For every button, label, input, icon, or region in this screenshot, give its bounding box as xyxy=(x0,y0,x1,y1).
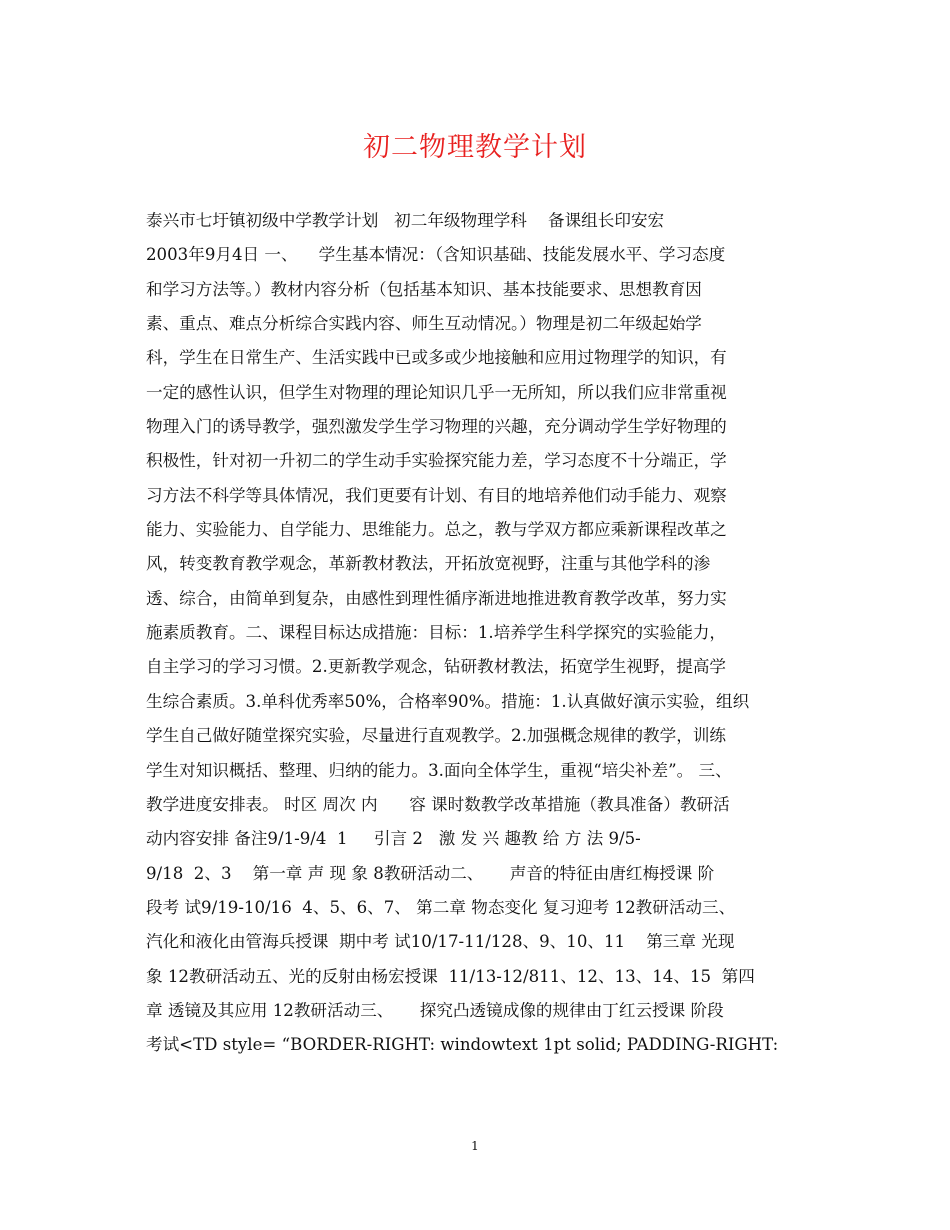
body-line: 考试<TD style= “BORDER-RIGHT: windowtext 1pt solid; PADDING-RIGHT: xyxy=(146,1035,779,1055)
body-line: 施素质教育。二、课程目标达成措施：目标：1.培养学生科学探究的实验能力， xyxy=(146,623,727,643)
body-line: 2003年9月4日 一、 学生基本情况：（含知识基础、技能发展水平、学习态度 xyxy=(146,245,726,265)
body-line: 象 12教研活动五、光的反射由杨宏授课 11/13-12/811、12、13、14、15 第四 xyxy=(146,966,755,986)
body-line: 生综合素质。3.单科优秀率50%，合格率90%。措施：1.认真做好演示实验，组织 xyxy=(146,691,750,711)
body-line: 9/18 2、3 第一章 声 现 象 8教研活动二、 声音的特征由唐红梅授课 阶 xyxy=(146,863,715,883)
body-line: 学生对知识概括、整理、归纳的能力。3.面向全体学生，重视“培尖补差”。 三、 xyxy=(146,760,732,780)
body-line: 章 透镜及其应用 12教研活动三、 探究凸透镜成像的规律由丁红云授课 阶段 xyxy=(146,1000,724,1020)
body-line: 段考 试9/19-10/16 4、5、6、7、 第二章 物态变化 复习迎考 12教研活动三、 xyxy=(146,897,736,917)
body-line: 风，转变教育教学观念，革新教材教法，开拓放宽视野，注重与其他学科的渗 xyxy=(146,554,711,574)
body-line: 素、重点、难点分析综合实践内容、师生互动情况。）物理是初二年级起始学 xyxy=(146,314,702,334)
body-line: 透、综合，由简单到复杂，由感性到理性循序渐进地推进教育教学改革，努力实 xyxy=(146,588,727,608)
body-line: 能力、实验能力、自学能力、思维能力。总之，教与学双方都应乘新课程改革之 xyxy=(146,520,727,540)
body-line: 教学进度安排表。 时区 周次 内 容 课时数教学改革措施（教具准备）教研活 xyxy=(146,794,730,814)
body-line: 科，学生在日常生产、生活实践中已或多或少地接触和应用过物理学的知识，有 xyxy=(146,348,727,368)
document-body xyxy=(146,204,826,1063)
document-title: 初二物理教学计划 xyxy=(363,132,587,163)
body-line: 动内容安排 备注9/1-9/4 1 引言 2 激 发 兴 趣教 给 方 法 9/5- xyxy=(146,829,641,849)
body-line: 习方法不科学等具体情况，我们更要有计划、有目的地培养他们动手能力、观察 xyxy=(146,485,727,505)
body-line: 一定的感性认识，但学生对物理的理论知识几乎一无所知，所以我们应非常重视 xyxy=(146,382,727,402)
body-line: 物理入门的诱导教学，强烈激发学生学习物理的兴趣，充分调动学生学好物理的 xyxy=(146,417,727,437)
body-line: 自主学习的学习习惯。2.更新教学观念，钻研教材教法，拓宽学生视野，提高学 xyxy=(146,657,727,677)
body-line: 和学习方法等。）教材内容分析（包括基本知识、基本技能要求、思想教育因 xyxy=(146,279,702,299)
body-line: 学生自己做好随堂探究实验，尽量进行直观教学。2.加强概念规律的教学，训练 xyxy=(146,726,727,746)
page-number: 1 xyxy=(471,1139,479,1153)
body-line: 泰兴市七圩镇初级中学教学计划 初二年级物理学科 备课组长印安宏 xyxy=(146,211,665,230)
body-line: 积极性，针对初一升初二的学生动手实验探究能力差，学习态度不十分端正，学 xyxy=(146,451,727,471)
body-line: 汽化和液化由管海兵授课 期中考 试10/17-11/128、9、10、11 第三章 光现 xyxy=(146,932,735,952)
